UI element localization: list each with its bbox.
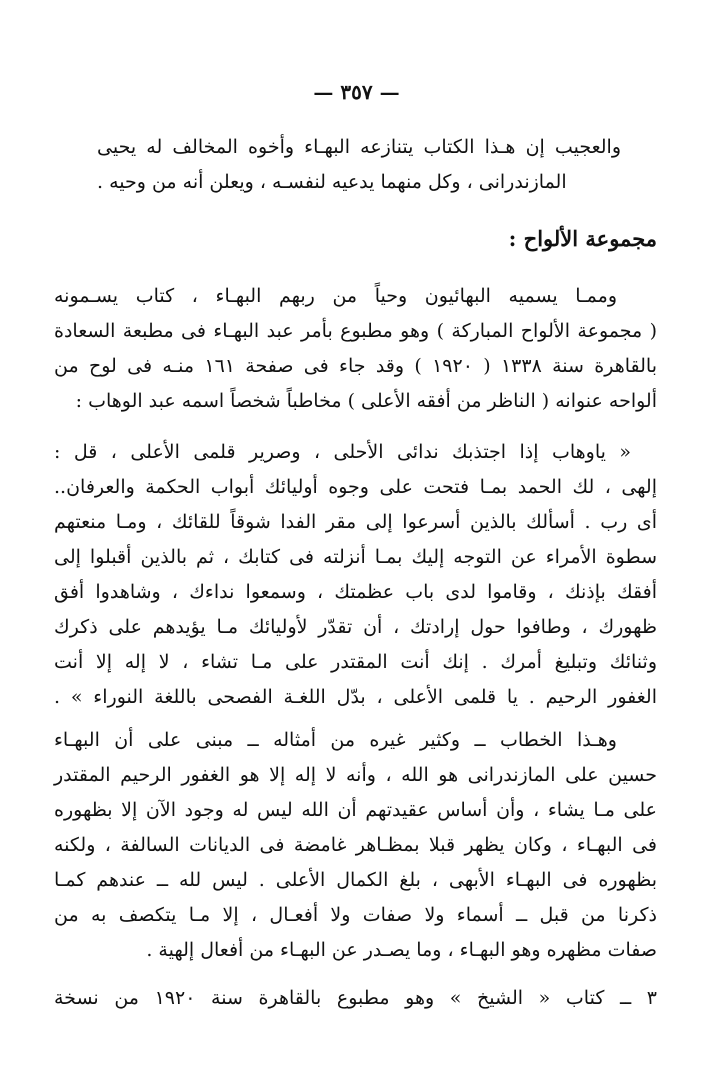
paragraph-book-sheikh	[54, 981, 657, 1016]
quotation	[54, 435, 657, 715]
text-line: حسين على المازندرانى هو الله ، وأنه لا إله إلا هو الغفور الرحيم المقتدر	[54, 764, 657, 786]
text-line: والعجيب إن هـذا الكتاب يتنازعه البهـاء وأخوه المخالف له يحيى	[97, 136, 621, 158]
text-line: سطوة الأمراء عن التوجه إليك بمـا أنزلته فى كتابك ، ثم بالذين أقبلوا إلى	[54, 546, 657, 568]
text-line: وثنائك وتبليغ أمرك . إنك أنت المقتدر على مـا تشاء ، لا إله إلا أنت	[54, 651, 657, 673]
text-line: فى البهـاء ، وكان يظهر قبلا بمظـاهر غامضة فى الديانات السالفة ، ولكنه	[54, 834, 657, 856]
text-line: ( مجموعة الألواح المباركة ) وهو مطبوع بأمر عبد البهـاء فى مطبعة السعادة	[54, 320, 657, 342]
paragraph-intro	[97, 130, 621, 165]
section-heading: مجموعة الألواح :	[508, 226, 657, 251]
text-line: ٣ ــ كتاب « الشيخ » وهو مطبوع بالقاهرة سنة ١٩٢٠ من نسخة	[54, 987, 657, 1009]
text-line: وممـا يسميه البهائيون وحياً من ربهم البهـاء ، كتاب يسـمونه	[54, 285, 617, 307]
text-line: الغفور الرحيم . يا قلمى الأعلى ، بدّل اللغـة الفصحى باللغة النوراء » .	[54, 686, 657, 708]
text-line: وهـذا الخطاب ــ وكثير غيره من أمثاله ــ مبنى على أن البهـاء	[54, 729, 617, 751]
text-line: إلهى ، لك الحمد بمـا فتحت على وجوه أوليائك أبواب الحكمة والعرفان..	[54, 476, 657, 498]
page-number: — ٣٥٧ —	[313, 80, 400, 104]
paragraph-intro-cont	[97, 165, 617, 200]
text-line: أفقك بإذنك ، وقاموا لدى باب عظمتك ، وسمعوا نداءك ، وشاهدوا أفق	[54, 581, 657, 603]
paragraph-commentary	[54, 723, 657, 968]
paragraph-alwah	[54, 279, 657, 419]
text-line: ظهورك ، وطافوا حول إرادتك ، أن تقدّر لأوليائك مـا يؤيدهم على ذكرك	[54, 616, 657, 638]
text-line: « ياوهاب إذا اجتذبك ندائى الأحلى ، وصرير قلمى الأعلى ، قل :	[54, 441, 631, 463]
text-line: أى رب . أسألك بالذين أسرعوا إلى مقر الفدا شوقاً للقائك ، ومـا منعتهم	[54, 511, 657, 533]
text-line: بالقاهرة سنة ١٣٣٨ ( ١٩٢٠ ) وقد جاء فى صفحة ١٦١ منـه فى لوح من	[54, 355, 657, 377]
text-line: المازندرانى ، وكل منهما يدعيه لنفسـه ، ويعلن أنه من وحيه .	[97, 171, 567, 193]
text-line: على مـا يشاء ، وأن أساس عقيدتهم أن الله ليس له وجود الآن إلا بظهوره	[54, 799, 657, 821]
text-line: ذكرنا من قبل ــ أسماء ولا صفات ولا أفعـال ، إلا مـا يتكصف به من	[54, 904, 657, 926]
text-line: ألواحه عنوانه ( الناظر من أفقه الأعلى ) مخاطباً شخصاً اسمه عبد الوهاب :	[75, 390, 657, 412]
text-line: بظهوره فى البهـاء الأبهى ، بلغ الكمال الأعلى . ليس لله ــ عندهم كمـا	[54, 869, 657, 891]
text-line: صفات مظهره وهو البهـاء ، وما يصـدر عن البهـاء من أفعال إلهية .	[146, 939, 657, 961]
